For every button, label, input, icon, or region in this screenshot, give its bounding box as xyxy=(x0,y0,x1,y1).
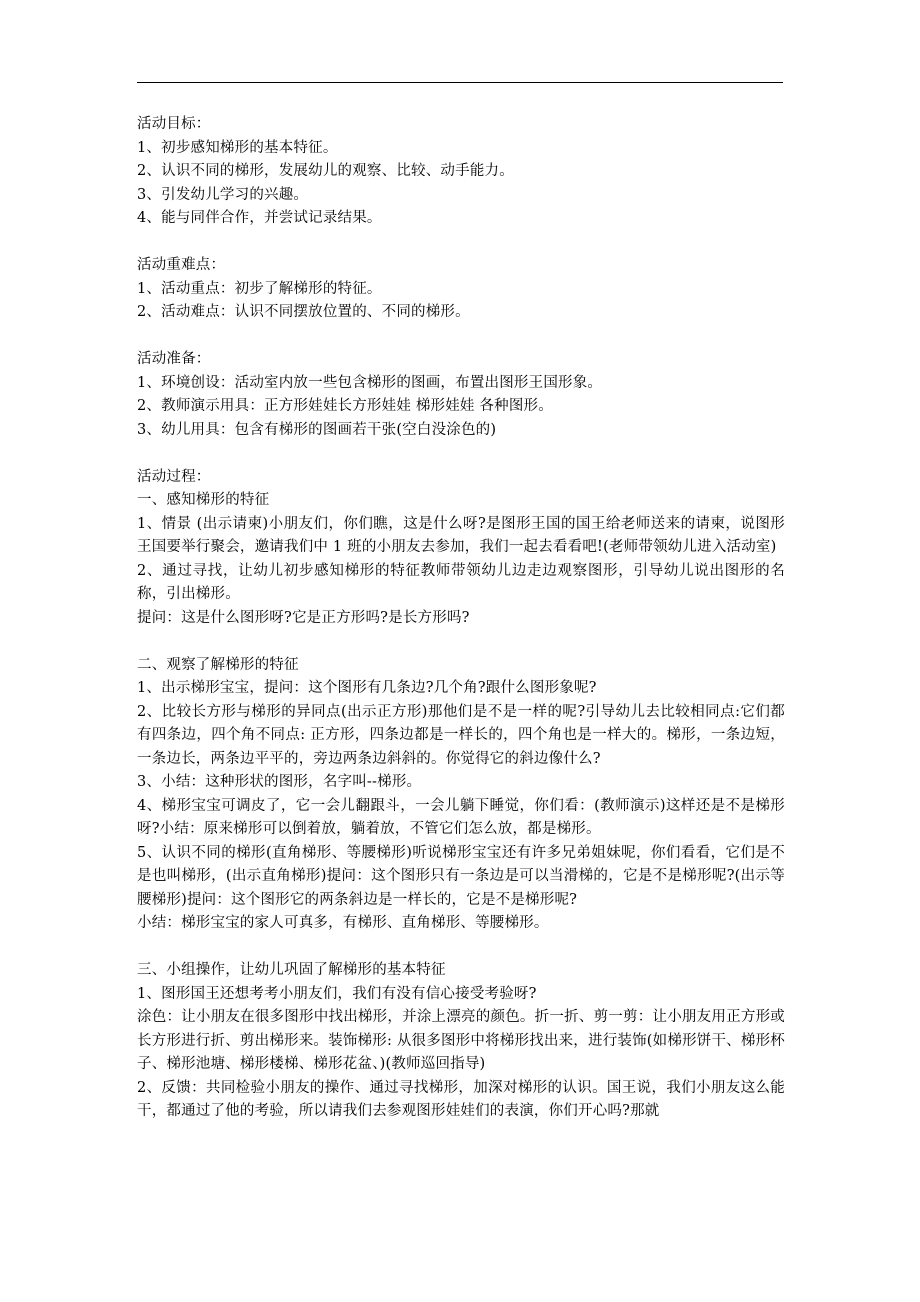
paragraph: 5、认识不同的梯形(直角梯形、等腰梯形)听说梯形宝宝还有许多兄弟姐妹呢，你们看看，它们是不是也叫梯形，(出示直角梯形)提问：这个图形只有一条边是可以当滑梯的，它是不是梯形呢?(出示等腰梯形)提问：这个图形它的两条斜边是一样长的，它是不是梯形呢? xyxy=(137,844,785,908)
section-observe xyxy=(137,654,785,936)
paragraph: 2、反馈：共同检验小朋友的操作、通过寻找梯形，加深对梯形的认识。国王说，我们小朋友这么能干，都通过了他的考验，所以请我们去参观图形娃娃们的表演，你们开心吗?那就 xyxy=(137,1079,785,1119)
paragraph: 小结：梯形宝宝的家人可真多，有梯形、直角梯形、等腰梯形。 xyxy=(137,915,549,931)
list-item: 2、活动难点：认识不同摆放位置的、不同的梯形。 xyxy=(137,304,470,320)
paragraph: 涂色：让小朋友在很多图形中找出梯形，并涂上漂亮的颜色。折一折、剪一剪：让小朋友用正方形或长方形进行折、剪出梯形来。装饰梯形: 从很多图形中将梯形找出来，进行装饰(如梯形饼干、梯形杯子、梯形池塘、梯形楼梯、梯形花盆、)(教师巡回指导) xyxy=(137,1009,785,1072)
paragraph: 1、情景 (出示请柬)小朋友们，你们瞧，这是什么呀?是图形王国的国王给老师送来的请柬，说图形王国要举行聚会，邀请我们中 1 班的小朋友去参加，我们一起去看看吧!(老师带领幼儿进入活动室) xyxy=(137,515,785,555)
section-heading: 活动过程： xyxy=(137,468,211,485)
section-heading: 活动准备： xyxy=(137,351,211,367)
subsection-heading: 一、感知梯形的特征 xyxy=(137,492,270,508)
paragraph: 4、梯形宝宝可调皮了，它一会儿翻跟斗，一会儿躺下睡觉，你们看：(教师演示)这样还是不是梯形呀?小结：原来梯形可以倒着放，躺着放，不管它们怎么放，都是梯形。 xyxy=(137,797,785,837)
section-heading: 二、观察了解梯形的特征 xyxy=(137,656,299,673)
list-item: 2、教师演示用具：正方形娃娃长方形娃娃 梯形娃娃 各种图形。 xyxy=(137,398,553,414)
header-rule xyxy=(137,82,783,83)
paragraph: 2、比较长方形与梯形的异同点(出示正方形)那他们是不是一样的呢?引导幼儿去比较相同点:它们都有四条边，四个角不同点: 正方形，四条边都是一样长的，四个角也是一样大的。梯形，一条边短，一条边长，两条边平平的，旁边两条边斜斜的。你觉得它的斜边像什么? xyxy=(137,703,785,767)
list-item: 1、初步感知梯形的基本特征。 xyxy=(137,139,338,156)
paragraph: 提问：这是什么图形呀?它是正方形吗?是长方形吗? xyxy=(137,609,470,626)
section-preparation xyxy=(137,348,785,442)
section-heading: 三、小组操作，让幼儿巩固了解梯形的基本特征 xyxy=(137,962,446,978)
section-activity-goals xyxy=(137,113,785,231)
section-heading: 活动目标： xyxy=(137,116,211,132)
section-heading: 活动重难点： xyxy=(137,257,226,273)
section-process xyxy=(137,466,785,631)
paragraph: 2、通过寻找，让幼儿初步感知梯形的特征教师带领幼儿边走边观察图形，引导幼儿说出图形的名称，引出梯形。 xyxy=(137,562,785,602)
list-item: 1、环境创设：活动室内放一些包含梯形的图画，布置出图形王国形象。 xyxy=(137,374,603,391)
section-key-points xyxy=(137,254,785,325)
list-item: 1、活动重点：初步了解梯形的特征。 xyxy=(137,280,382,297)
list-item: 4、能与同伴合作，并尝试记录结果。 xyxy=(137,210,382,226)
list-item: 3、引发幼儿学习的兴趣。 xyxy=(137,186,309,203)
document-body xyxy=(137,113,785,1124)
list-item: 2、认识不同的梯形，发展幼儿的观察、比较、动手能力。 xyxy=(137,163,514,179)
paragraph: 1、出示梯形宝宝，提问：这个图形有几条边?几个角?跟什么图形象呢? xyxy=(137,680,597,696)
paragraph: 3、小结：这种形状的图形，名字叫--梯形。 xyxy=(137,774,422,790)
list-item: 3、幼儿用具：包含有梯形的图画若干张(空白没涂色的) xyxy=(137,421,497,438)
section-group-work xyxy=(137,959,785,1124)
paragraph: 1、图形国王还想考考小朋友们，我们有没有信心接受考验呀? xyxy=(137,985,537,1002)
